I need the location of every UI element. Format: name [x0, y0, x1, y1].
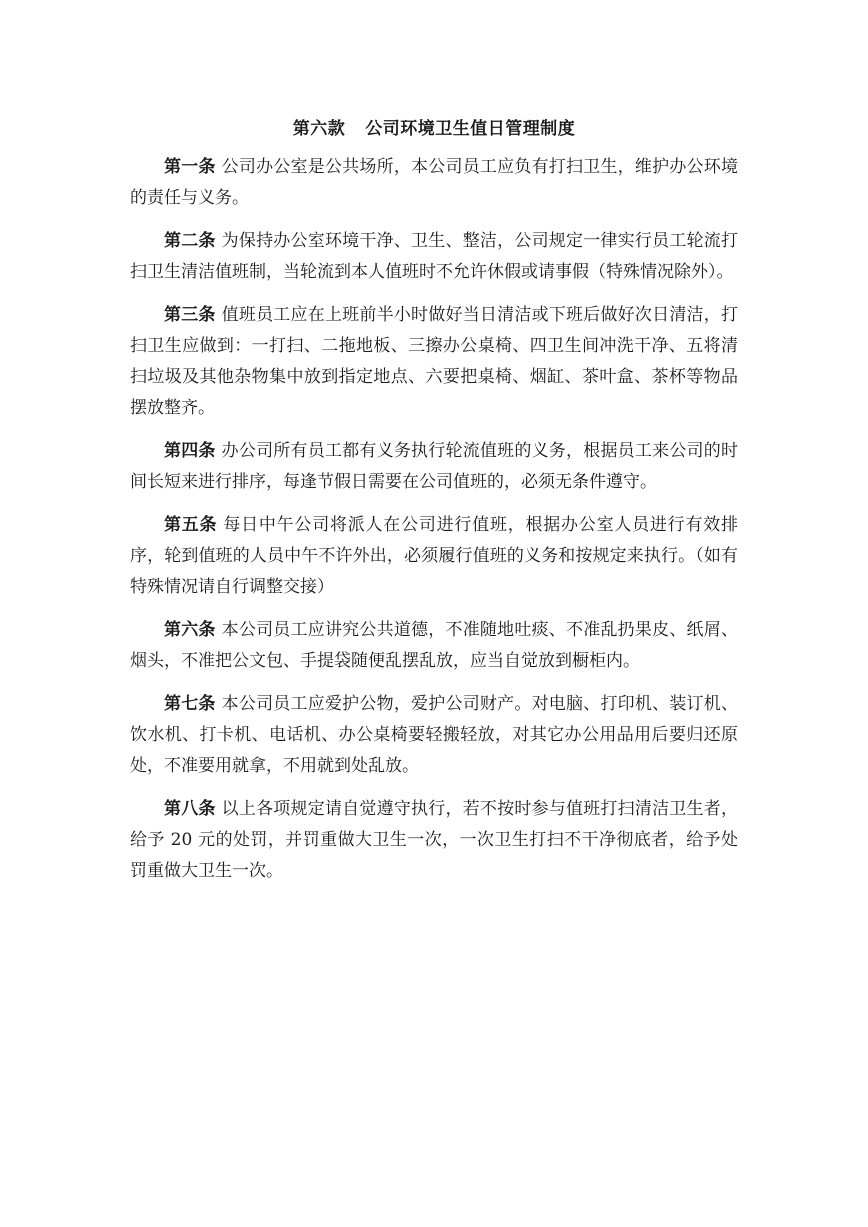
article-4 — [130, 436, 738, 498]
article-list — [130, 152, 738, 899]
article-2 — [130, 226, 738, 288]
article-text: 办公司所有员工都有义务执行轮流值班的义务，根据员工来公司的时间长短来进行排序，每逢节假日需要在公司值班的，必须无条件遵守。 — [130, 441, 738, 492]
article-text: 本公司员工应讲究公共道德，不准随地吐痰、不准乱扔果皮、纸屑、烟头，不准把公文包、手提袋随便乱摆乱放，应当自觉放到橱柜内。 — [130, 620, 738, 671]
article-text: 值班员工应在上班前半小时做好当日清洁或下班后做好次日清洁，打扫卫生应做到：一打扫、二拖地板、三擦办公桌椅、四卫生间冲洗干净、五将清扫垃圾及其他杂物集中放到指定地点、六要把桌椅、烟缸、茶叶盒、茶杯等物品摆放整齐。 — [130, 305, 738, 418]
article-label: 第四条 — [164, 441, 216, 461]
article-7 — [130, 689, 738, 782]
article-label: 第七条 — [164, 694, 216, 714]
title-section-number: 第六款 — [292, 119, 346, 139]
article-label: 第八条 — [164, 799, 216, 819]
article-text: 公司办公室是公共场所，本公司员工应负有打扫卫生，维护办公环境的责任与义务。 — [130, 157, 738, 208]
article-text: 以上各项规定请自觉遵守执行，若不按时参与值班打扫清洁卫生者，给予 20 元的处罚，并罚重做大卫生一次，一次卫生打扫不干净彻底者，给予处罚重做大卫生一次。 — [130, 799, 738, 881]
article-text: 为保持办公室环境干净、卫生、整洁，公司规定一律实行员工轮流打扫卫生清洁值班制，当轮流到本人值班时不允许休假或请事假（特殊情况除外）。 — [130, 231, 738, 282]
article-label: 第一条 — [164, 157, 216, 177]
article-text: 本公司员工应爱护公物，爱护公司财产。对电脑、打印机、装订机、饮水机、打卡机、电话机、办公桌椅要轻搬轻放，对其它办公用品用后要归还原处，不准要用就拿，不用就到处乱放。 — [130, 694, 738, 776]
article-6 — [130, 615, 738, 677]
article-label: 第三条 — [164, 305, 216, 325]
article-5 — [130, 510, 738, 603]
article-label: 第六条 — [164, 620, 216, 640]
article-label: 第二条 — [164, 231, 216, 251]
article-8 — [130, 794, 738, 887]
article-1 — [130, 152, 738, 214]
document-title — [0, 114, 868, 139]
article-label: 第五条 — [164, 515, 218, 535]
title-text: 公司环境卫生值日管理制度 — [365, 119, 576, 139]
article-3 — [130, 300, 738, 424]
article-text: 每日中午公司将派人在公司进行值班，根据办公室人员进行有效排序，轮到值班的人员中午不许外出，必须履行值班的义务和按规定来执行。（如有特殊情况请自行调整交接） — [130, 515, 739, 597]
